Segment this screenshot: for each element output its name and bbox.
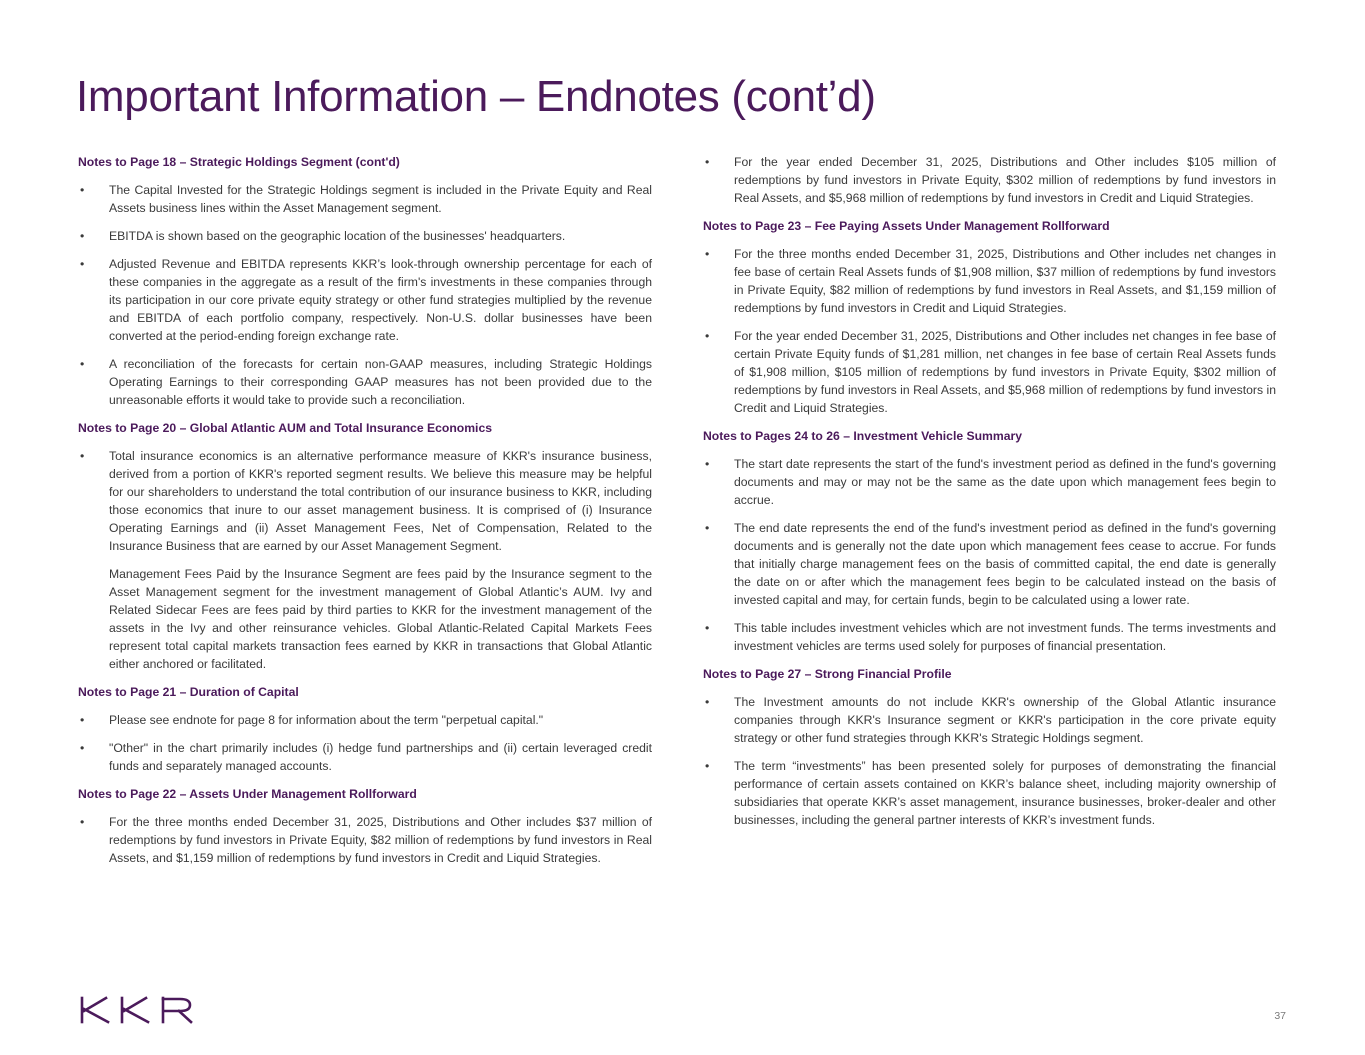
bullet-item: • For the three months ended December 31, 2025, Distributions and Other includes net changes in fee base of certain Real Assets funds of $1,908 million, $37 million of redemptions by fund investors in Private Equity, $82 million of redemptions by fund investors in Real Assets, and $1,159 million of redemptions by fund investors in Credit and Liquid Strategies. [703,245,1276,317]
bullet-item: • The end date represents the end of the fund's investment period as defined in the fund's governing documents and is generally not the date upon which management fees cease to accrue. For funds that initially charge management fees on the basis of committed capital, the end date is generally the date on or after which the management fees begin to be calculated instead on the basis of invested capital and may, for certain funds, begin to be calculated using a lower rate. [703,519,1276,609]
bullet-item: • The term “investments” has been presented solely for purposes of demonstrating the financial performance of certain assets contained on KKR’s balance sheet, including majority ownership of subsidiaries that operate KKR’s asset management, insurance businesses, broker-dealer and other businesses, including the general partner interests of KKR’s investment funds. [703,757,1276,829]
page-number: 37 [1274,1010,1286,1022]
bullet-item: • Please see endnote for page 8 for information about the term "perpetual capital." [78,711,652,729]
right-column [703,153,1276,839]
section-heading-page-27: Notes to Page 27 – Strong Financial Profile [703,667,952,681]
section-heading-page-18: Notes to Page 18 – Strategic Holdings Segment (cont'd) [78,155,400,169]
bullet-item: • Adjusted Revenue and EBITDA represents KKR’s look-through ownership percentage for each of these companies in the aggregate as a result of the firm's investments in these companies through its participation in our core private equity strategy or other fund strategies multiplied by the revenue and EBITDA of each portfolio company, respectively. Non-U.S. dollar businesses have been converted at the period-ending foreign exchange rate. [78,255,652,345]
bullet-item: • "Other" in the chart primarily includes (i) hedge fund partnerships and (ii) certain leveraged credit funds and separately managed accounts. [78,739,652,775]
section-heading-page-21: Notes to Page 21 – Duration of Capital [78,685,299,699]
bullet-item: • For the year ended December 31, 2025, Distributions and Other includes net changes in fee base of certain Private Equity funds of $1,281 million, net changes in fee base of certain Real Assets funds of $1,908 million, $105 million of redemptions by fund investors in Private Equity, $302 million of redemptions by fund investors in Real Assets, and $5,968 million of redemptions by fund investors in Credit and Liquid Strategies. [703,327,1276,417]
indented-paragraph: Management Fees Paid by the Insurance Segment are fees paid by the Insurance segment to the Asset Management segment for the investment management of Global Atlantic’s AUM. Ivy and Related Sidecar Fees are fees paid by third parties to KKR for the investment management of the assets in the Ivy and other reinsurance vehicles. Global Atlantic-Related Capital Markets Fees represent total capital markets transaction fees earned by KKR in transactions that Global Atlantic either anchored or facilitated. [109,567,652,671]
bullet-item: • The Investment amounts do not include KKR's ownership of the Global Atlantic insurance companies through KKR's Insurance segment or KKR's participation in the core private equity strategy or other fund strategies through KKR's Strategic Holdings segment. [703,693,1276,747]
bullet-item: • EBITDA is shown based on the geographic location of the businesses' headquarters. [78,227,652,245]
section-heading-page-20: Notes to Page 20 – Global Atlantic AUM and Total Insurance Economics [78,421,493,435]
section-heading-pages-24-26: Notes to Pages 24 to 26 – Investment Vehicle Summary [703,429,1023,443]
bullet-item: • This table includes investment vehicles which are not investment funds. The terms investments and investment vehicles are terms used solely for purposes of financial presentation. [703,619,1276,655]
bullet-item: • The Capital Invested for the Strategic Holdings segment is included in the Private Equity and Real Assets business lines within the Asset Management segment. [78,181,652,217]
kkr-logo [80,996,194,1024]
left-column [78,153,652,877]
page-title: Important Information – Endnotes (cont’d) [76,72,876,121]
bullet-item: • The start date represents the start of the fund's investment period as defined in the fund's governing documents and may or may not be the same as the date upon which management fees begin to accrue. [703,455,1276,509]
bullet-item: • For the year ended December 31, 2025, Distributions and Other includes $105 million of redemptions by fund investors in Private Equity, $302 million of redemptions by fund investors in Real Assets, and $5,968 million of redemptions by fund investors in Credit and Liquid Strategies. [703,153,1276,207]
section-heading-page-23: Notes to Page 23 – Fee Paying Assets Under Management Rollforward [703,219,1110,233]
bullet-item: • For the three months ended December 31, 2025, Distributions and Other includes $37 million of redemptions by fund investors in Private Equity, $82 million of redemptions by fund investors in Real Assets, and $1,159 million of redemptions by fund investors in Credit and Liquid Strategies. [78,813,652,867]
bullet-item: • Total insurance economics is an alternative performance measure of KKR's insurance business, derived from a portion of KKR's reported segment results. We believe this measure may be helpful for our shareholders to understand the total contribution of our insurance business to KKR, including those economics that inure to our asset management business. It is comprised of (i) Insurance Operating Earnings and (ii) Asset Management Fees, Net of Compensation, Related to the Insurance Business that are earned by our Asset Management Segment. [78,447,652,555]
section-heading-page-22: Notes to Page 22 – Assets Under Management Rollforward [78,787,417,801]
bullet-item: • A reconciliation of the forecasts for certain non-GAAP measures, including Strategic Holdings Operating Earnings to their corresponding GAAP measures has not been provided due to the unreasonable efforts it would take to provide such a reconciliation. [78,355,652,409]
